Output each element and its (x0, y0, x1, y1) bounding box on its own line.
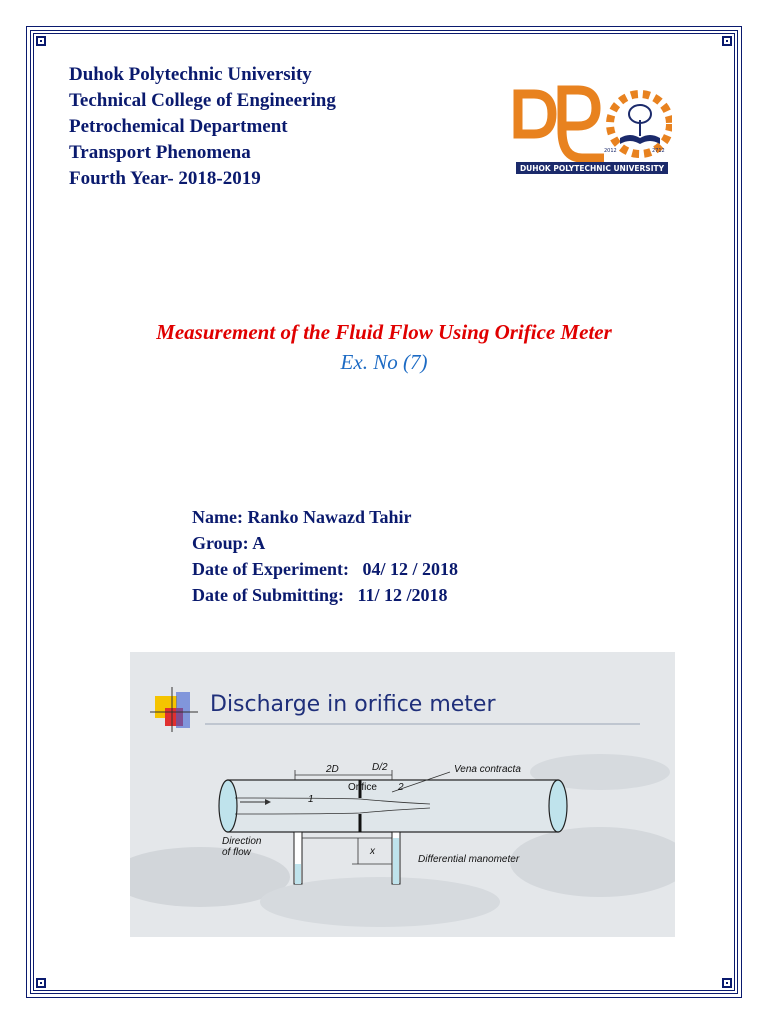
student-name: Name: Ranko Nawazd Tahir (192, 507, 412, 527)
department-name: Petrochemical Department (69, 116, 288, 137)
header-block (69, 62, 336, 192)
logo-banner-text: DUHOK POLYTECHNIC UNIVERSITY (519, 164, 665, 173)
corner-ornament (722, 36, 732, 46)
college-name: Technical College of Engineering (69, 90, 336, 111)
label-2d: 2D (326, 764, 339, 775)
academic-year: Fourth Year- 2018-2019 (69, 168, 261, 189)
university-logo (512, 80, 672, 180)
student-group: Group: A (192, 533, 266, 553)
label-d-half: D/2 (372, 762, 388, 773)
student-info (192, 504, 458, 608)
experiment-date: Date of Experiment: 04/ 12 / 2018 (192, 559, 458, 579)
orifice-meter-figure (130, 652, 675, 937)
label-direction: Direction (222, 836, 262, 847)
corner-ornament (36, 978, 46, 988)
label-of-flow: of flow (222, 847, 251, 858)
logo-year-right: 2712 (652, 148, 665, 154)
experiment-number: Ex. No (7) (340, 350, 428, 374)
figure-title: Discharge in orifice meter (210, 692, 496, 717)
report-title: Measurement of the Fluid Flow Using Orifice Meter (156, 320, 612, 344)
logo-year-left: 2012 (604, 148, 617, 154)
label-point-2: 2 (398, 782, 404, 793)
course-name: Transport Phenomena (69, 142, 251, 163)
university-name: Duhok Polytechnic University (69, 64, 312, 85)
label-point-1: 1 (308, 794, 314, 805)
corner-ornament (36, 36, 46, 46)
label-orifice: Orifice (348, 782, 377, 793)
submission-date: Date of Submitting: 11/ 12 /2018 (192, 585, 448, 605)
corner-ornament (722, 978, 732, 988)
label-x: x (370, 846, 375, 857)
label-differential-manometer: Differential manometer (418, 854, 520, 865)
label-vena-contracta: Vena contracta (454, 764, 521, 775)
